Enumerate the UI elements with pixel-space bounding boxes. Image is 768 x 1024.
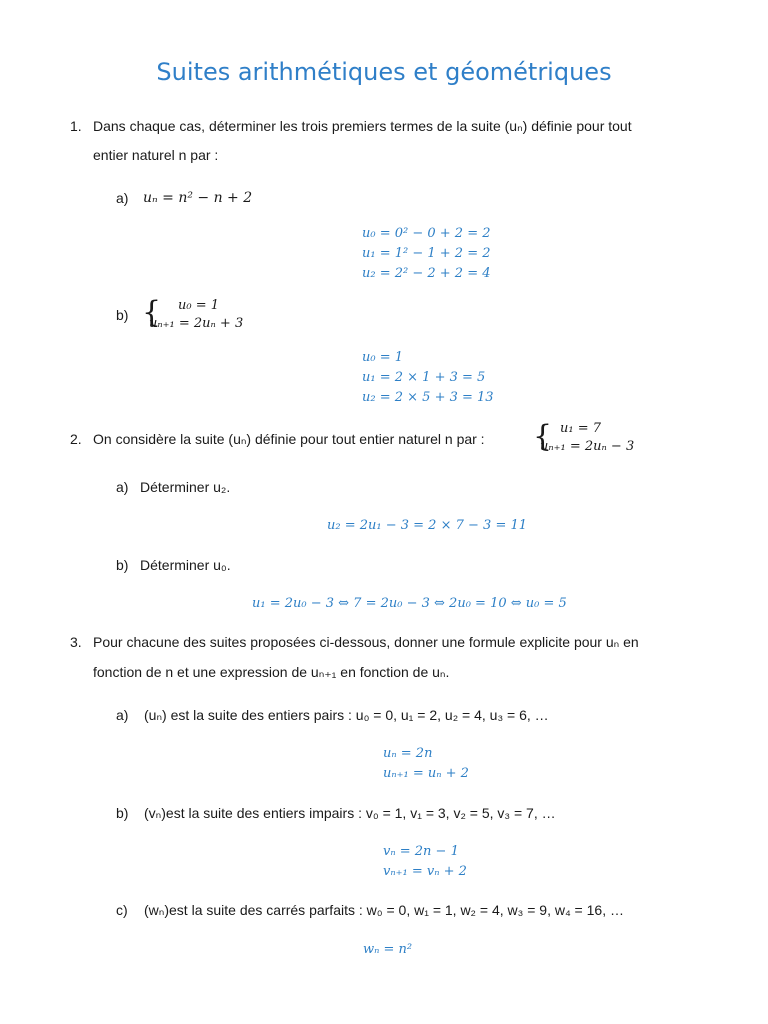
- q2-system-line-2: uₙ₊₁ = 2uₙ − 3: [540, 439, 635, 454]
- q3-b-label: b): [116, 805, 129, 821]
- q3-a-label: a): [116, 707, 129, 723]
- question-3-number: 3.: [70, 634, 82, 650]
- q3-c-answer-1: wₙ = n²: [363, 942, 413, 957]
- question-2-line-1: On considère la suite (uₙ) définie pour tout entier naturel n par :: [93, 431, 485, 447]
- q2-system-brace: {: [533, 419, 553, 454]
- question-3-line-2: fonction de n et une expression de uₙ₊₁ en fonction de uₙ.: [93, 664, 450, 680]
- q1-b-system-line-2: uₙ₊₁ = 2uₙ + 3: [149, 316, 244, 331]
- q2-b-label: b): [116, 557, 129, 573]
- page-title: Suites arithmétiques et géométriques: [156, 58, 612, 86]
- q1-a-label: a): [116, 190, 129, 206]
- q2-b-text: Déterminer u₀.: [140, 557, 231, 573]
- q1-b-system-line-1: u₀ = 1: [178, 298, 220, 313]
- q3-a-answer-1: uₙ = 2n: [383, 746, 433, 761]
- q1-b-answer-2: u₁ = 2 × 1 + 3 = 5: [362, 370, 486, 385]
- q2-b-answer: u₁ = 2u₀ − 3 ⇔ 7 = 2u₀ − 3 ⇔ 2u₀ = 10 ⇔ u₀ = 5: [252, 596, 567, 611]
- question-1-line-1: Dans chaque cas, déterminer les trois premiers termes de la suite (uₙ) définie pour tout: [93, 118, 632, 134]
- q1-b-label: b): [116, 307, 129, 323]
- question-3-line-1: Pour chacune des suites proposées ci-dessous, donner une formule explicite pour uₙ en: [93, 634, 639, 650]
- q1-a-answer-2: u₁ = 1² − 1 + 2 = 2: [362, 246, 491, 261]
- q1-b-answer-1: u₀ = 1: [362, 350, 404, 365]
- q3-b-answer-2: vₙ₊₁ = vₙ + 2: [383, 864, 467, 879]
- question-2-number: 2.: [70, 431, 82, 447]
- q2-a-text: Déterminer u₂.: [140, 479, 231, 495]
- q3-c-label: c): [116, 902, 128, 918]
- q2-a-label: a): [116, 479, 129, 495]
- q1-a-answer-3: u₂ = 2² − 2 + 2 = 4: [362, 266, 491, 281]
- q1-b-answer-3: u₂ = 2 × 5 + 3 = 13: [362, 390, 494, 405]
- q2-system-line-1: u₁ = 7: [560, 421, 602, 436]
- q1-a-answer-1: u₀ = 0² − 0 + 2 = 2: [362, 226, 491, 241]
- q3-c-text: (wₙ)est la suite des carrés parfaits : w₀ = 0, w₁ = 1, w₂ = 4, w₃ = 9, w₄ = 16, …: [144, 902, 624, 918]
- q2-a-answer: u₂ = 2u₁ − 3 = 2 × 7 − 3 = 11: [327, 518, 528, 533]
- q3-a-text: (uₙ) est la suite des entiers pairs : u₀ = 0, u₁ = 2, u₂ = 4, u₃ = 6, …: [144, 707, 549, 723]
- question-1-line-2: entier naturel n par :: [93, 147, 219, 163]
- q1-b-brace: {: [142, 295, 162, 330]
- question-1-number: 1.: [70, 118, 82, 134]
- q1-a-formula: uₙ = n² − n + 2: [143, 190, 253, 206]
- q3-b-answer-1: vₙ = 2n − 1: [383, 844, 459, 859]
- q3-b-text: (vₙ)est la suite des entiers impairs : v₀ = 1, v₁ = 3, v₂ = 5, v₃ = 7, …: [144, 805, 556, 821]
- q3-a-answer-2: uₙ₊₁ = uₙ + 2: [383, 766, 469, 781]
